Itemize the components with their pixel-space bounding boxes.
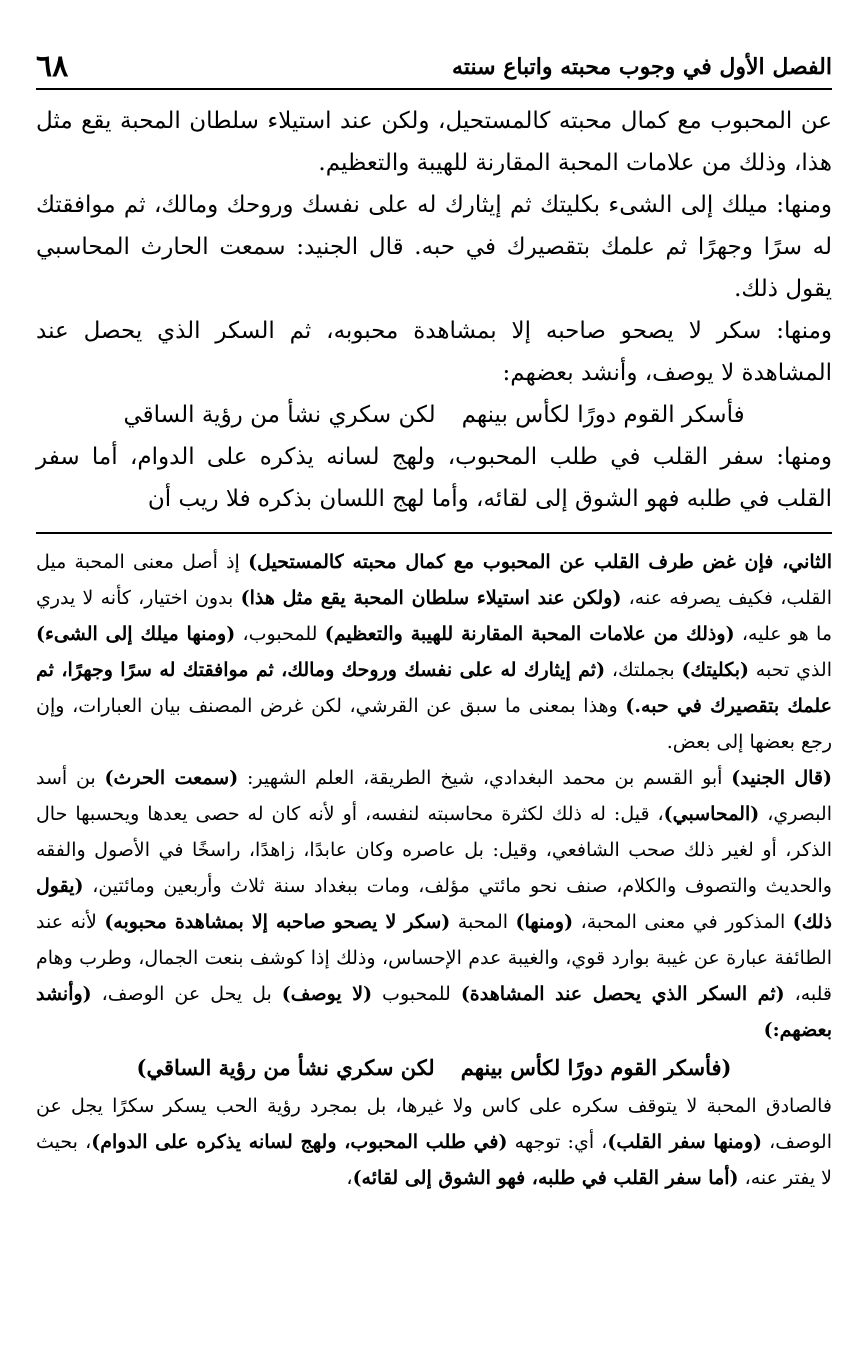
- commentary-paragraph: [36, 1088, 832, 1196]
- commentary-poem-verse: [36, 1048, 832, 1088]
- commentary-text: للمحبوب،: [235, 623, 325, 645]
- commentary-bold: (لا يوصف): [281, 983, 373, 1005]
- main-text: [36, 100, 832, 520]
- commentary-bold: الثاني،: [773, 551, 832, 573]
- commentary-bold: (وأنشد بعضهم:): [36, 983, 832, 1041]
- commentary-text: بجملتك،: [605, 659, 682, 681]
- page-header: [36, 40, 832, 90]
- commentary-bold: (ومنها): [515, 911, 574, 933]
- commentary-bold: (سكر لا يصحو صاحبه إلا بمشاهدة محبوبه): [104, 911, 451, 933]
- commentary-bold: (في طلب المحبوب، ولهج لسانه يذكره على الدوام): [91, 1131, 508, 1153]
- commentary-text: بدون اختيار، كأنه لا يدري ما هو عليه،: [36, 587, 832, 645]
- poem-hemistich-first: (فأسكر القوم دورًا لكأس بينهم: [460, 1055, 732, 1080]
- commentary-text: أبو القسم بن محمد البغدادي، شيخ الطريقة، العلم الشهير:: [238, 767, 732, 789]
- commentary-bold: (بكليتك): [681, 659, 749, 681]
- page-number: ٦٨: [36, 49, 69, 84]
- commentary-text: ، بحيث لا يفتر عنه،: [36, 1131, 832, 1189]
- poem-verse: [36, 394, 832, 436]
- main-paragraph: ومنها: ميلك إلى الشىء بكليتك ثم إيثارك له على نفسك وروحك ومالك، ثم موافقتك له سرًا وجهرًا ثم علمك بتقصيرك في حبه. قال الجنيد: سمعت الحارث المحاسبي يقول ذلك.: [36, 192, 832, 302]
- commentary-text: الذي تحبه: [748, 659, 832, 681]
- commentary-bold: فإن غض طرف القلب عن المحبوب مع كمال محبته كالمستحيل): [248, 551, 774, 573]
- commentary-text: المحبة: [450, 911, 516, 933]
- commentary-text: فالصادق المحبة لا يتوقف سكره على كاس ولا غيرها، بل بمجرد رؤية الحب يسكر سكرًا يجل عن الوصف،: [36, 1095, 832, 1153]
- main-paragraph: عن المحبوب مع كمال محبته كالمستحيل، ولكن عند استيلاء سلطان المحبة يقع مثل هذا، وذلك من علامات المحبة المقارنة للهيبة والتعظيم.: [36, 108, 832, 176]
- commentary-paragraph: [36, 760, 832, 1048]
- commentary-bold: (ثم السكر الذي يحصل عند المشاهدة): [460, 983, 785, 1005]
- commentary-text: المذكور في معنى المحبة،: [573, 911, 793, 933]
- poem-hemistich-first: فأسكر القوم دورًا لكأس بينهم: [461, 402, 745, 428]
- commentary-bold: (ومنها سفر القلب): [607, 1131, 763, 1153]
- commentary-bold: (ثم إيثارك له على نفسك وروحك ومالك، ثم موافقتك له سرًا وجهرًا، ثم علمك بتقصيرك في حبه.): [36, 659, 832, 717]
- main-paragraph: ومنها: سكر لا يصحو صاحبه إلا بمشاهدة محبوبه، ثم السكر الذي يحصل عند المشاهدة لا يوصف، وأنشد بعضهم:: [36, 318, 832, 386]
- book-page: [36, 40, 832, 1330]
- commentary-text: للمحبوب: [372, 983, 461, 1005]
- running-title: الفصل الأول في وجوب محبته واتباع سنته: [452, 54, 832, 80]
- commentary-bold: (سمعت الحرث): [104, 767, 239, 789]
- commentary-text: وهذا بمعنى ما سبق عن القرشي، لكن غرض المصنف بيان العبارات، وإن رجع بعضها إلى بعض.: [36, 695, 832, 753]
- commentary-bold: (وذلك من علامات المحبة المقارنة للهيبة والتعظيم): [324, 623, 735, 645]
- commentary-text: ، قيل: له ذلك لكثرة محاسبته لنفسه، أو لأنه كان له حصى يعدها ويحسبها حال الذكر، أو لغير ذلك صحب الشافعي، وقيل: بل عاصره وكان عابدًا، زاهدًا، راسخًا في الأصول والفقه والحديث والتصوف والكلام، صنف نحو مائتي مؤلف، ومات ببغداد سنة ثلاث وأربعين ومائتين،: [36, 803, 832, 897]
- commentary-bold: (أما سفر القلب في طلبه، فهو الشوق إلى لقائه): [352, 1167, 739, 1189]
- commentary-bold: (قال الجنيد): [731, 767, 833, 789]
- poem-hemistich-second: لكن سكري نشأ من رؤية الساقي): [136, 1055, 435, 1080]
- poem-hemistich-second: لكن سكري نشأ من رؤية الساقي: [123, 402, 436, 428]
- commentary-text: ، أي: توجهه: [507, 1131, 608, 1153]
- commentary-text: لأنه عند الطائفة عبارة عن غيبة بوارد قوي، والغيبة عدم الإحساس، وذلك إذا كوشف بنعت الجمال، وطرب وهام قلبه،: [36, 911, 833, 1005]
- main-paragraph: ومنها: سفر القلب في طلب المحبوب، ولهج لسانه يذكره على الدوام، أما سفر القلب في طلبه فهو الشوق إلى لقائه، وأما لهج اللسان بذكره فلا ريب أن: [36, 444, 832, 512]
- footnote-divider: [36, 532, 832, 534]
- commentary: [36, 544, 832, 1196]
- commentary-text: إذ أصل معنى المحبة ميل القلب، فكيف يصرفه عنه،: [36, 551, 832, 609]
- commentary-text: بل يحل عن الوصف،: [91, 983, 282, 1005]
- commentary-bold: (ولكن عند استيلاء سلطان المحبة يقع مثل هذا): [240, 587, 622, 609]
- commentary-bold: (المحاسبي): [663, 803, 760, 825]
- commentary-bold: (ومنها ميلك إلى الشىء): [36, 623, 236, 645]
- commentary-paragraph: [36, 544, 832, 760]
- commentary-text: بن أسد البصري،: [36, 767, 832, 825]
- commentary-bold: (يقول ذلك): [36, 875, 833, 933]
- commentary-text: ،: [346, 1167, 353, 1189]
